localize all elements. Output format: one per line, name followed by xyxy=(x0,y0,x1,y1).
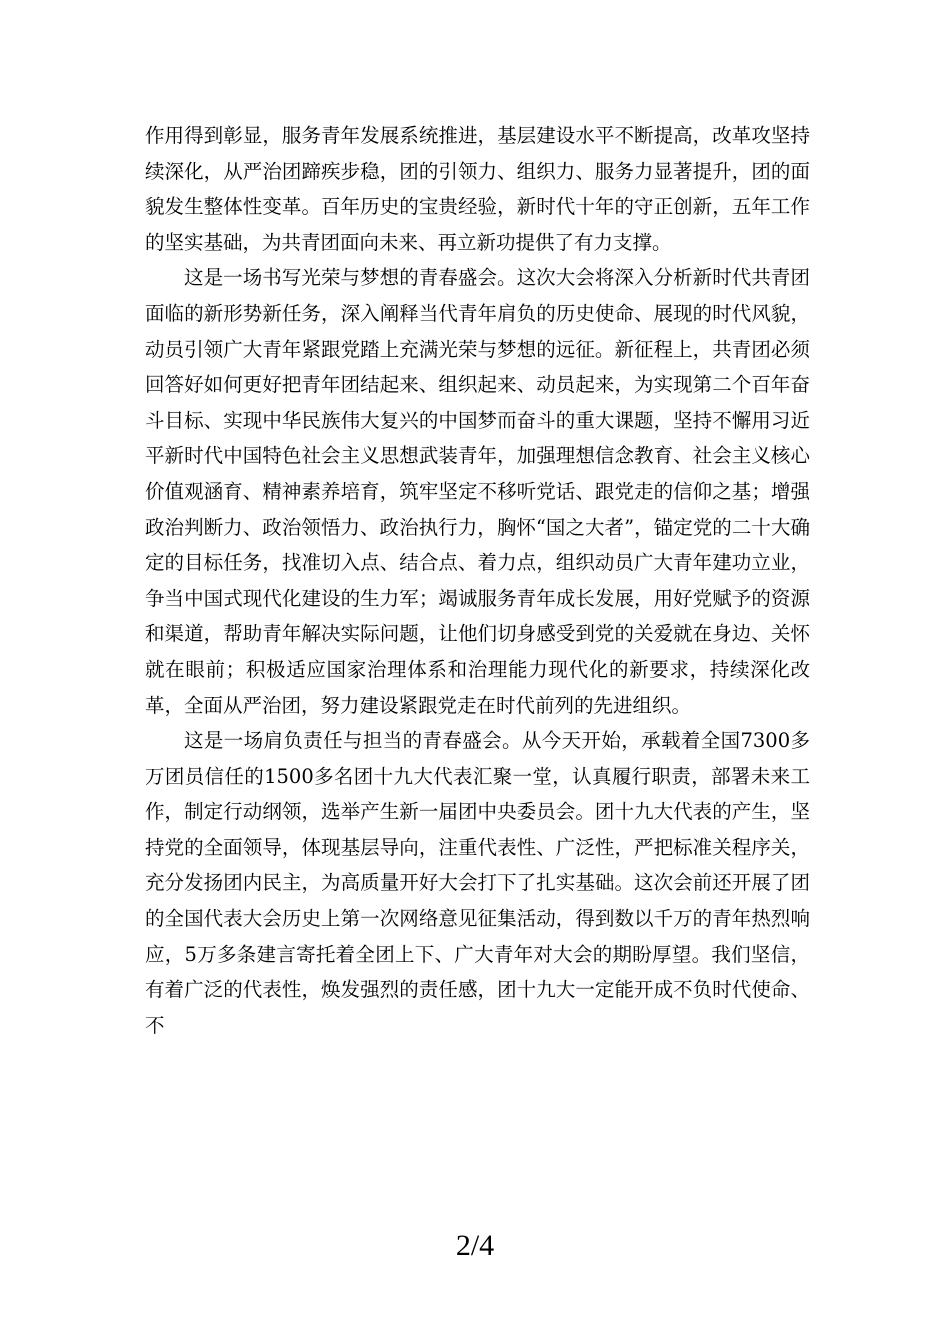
page-number: 2/4 xyxy=(455,1229,495,1262)
paragraph-continuation: 作用得到彰显，服务青年发展系统推进，基层建设水平不断提高，改革攻坚持续深化，从严治团蹄疾步稳，团的引领力、组织力、服务力显著提升，团的面貌发生整体性变革。百年历史的宝贵经验，新时代十年的守正创新，五年工作的坚实基础，为共青团面向未来、再立新功提供了有力支撑。 xyxy=(145,124,810,254)
paragraph-glory-and-dreams: 这是一场书写光荣与梦想的青春盛会。这次大会将深入分析新时代共青团面临的新形势新任务，深入阐释当代青年肩负的历史使命、展现的时代风貌，动员引领广大青年紧跟党踏上充满光荣与梦想的远征。新征程上，共青团必须回答好如何更好把青年团结起来、组织起来、动员起来，为实现第二个百年奋斗目标、实现中华民族伟大复兴的中国梦而奋斗的重大课题，坚持不懈用习近平新时代中国特色社会主义思想武装青年，加强理想信念教育、社会主义核心价值观涵育、精神素养培育，筑牢坚定不移听党话、跟党走的信仰之基；增强政治判断力、政治领悟力、政治执行力，胸怀“国之大者”，锚定党的二十大确定的目标任务，找准切入点、结合点、着力点，组织动员广大青年建功立业，争当中国式现代化建设的生力军；竭诚服务青年成长发展，用好党赋予的资源和渠道，帮助青年解决实际问题，让他们切身感受到党的关爱就在身边、关怀就在眼前；积极适应国家治理体系和治理能力现代化的新要求，持续深化改革，全面从严治团，努力建设紧跟党走在时代前列的先进组织。 xyxy=(145,266,810,717)
paragraph-responsibility: 这是一场肩负责任与担当的青春盛会。从今天开始，承载着全国7300多万团员信任的1500多名团十九大代表汇聚一堂，认真履行职责，部署未来工作，制定行动纲领，选举产生新一届团中央委员会。团十九大代表的产生，坚持党的全面领导，体现基层导向，注重代表性、广泛性，严把标准关程序关，充分发扬团内民主，为高质量开好大会打下了扎实基础。这次会前还开展了团的全国代表大会历史上第一次网络意见征集活动，得到数以千万的青年热烈响应，5万多条建言寄托着全团上下、广大青年对大会的期盼厚望。我们坚信，有着广泛的代表性，焕发强烈的责任感，团十九大一定能开成不负时代使命、不 xyxy=(145,729,810,1037)
document-body xyxy=(145,118,810,1043)
